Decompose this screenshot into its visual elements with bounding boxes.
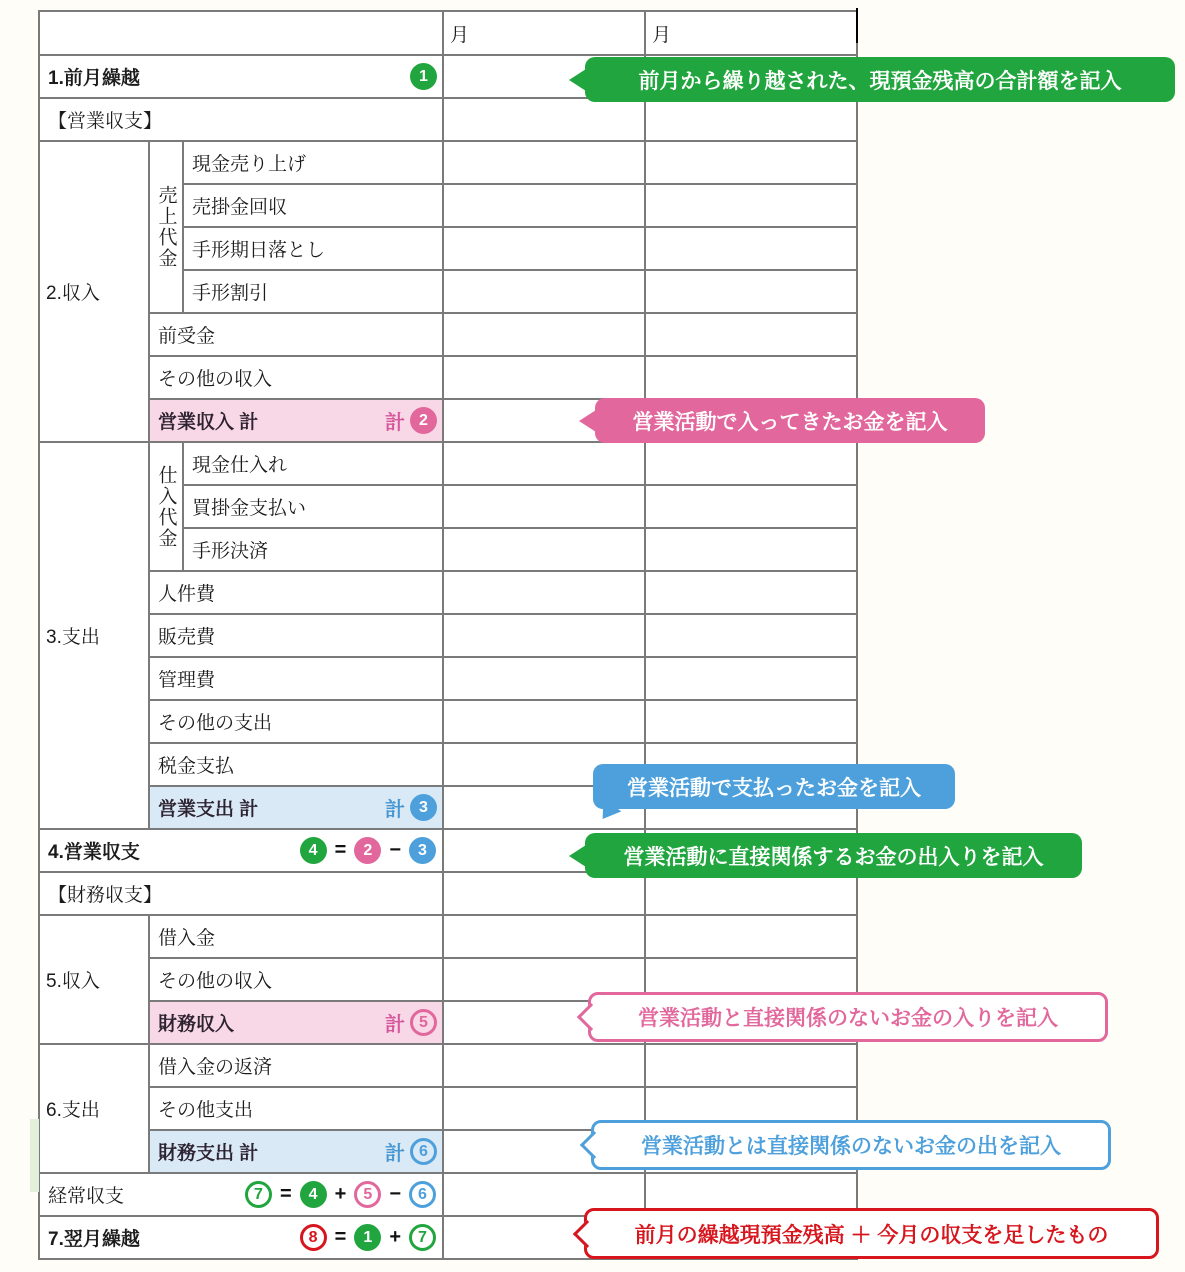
financial-income-total-badge-group xyxy=(385,1008,442,1037)
section2-label: 2.収入 xyxy=(40,142,148,441)
callout-financial-income-text: 営業活動と直接関係のないお金の入りを記入 xyxy=(638,1007,1058,1030)
section3-label: 3.支出 xyxy=(40,443,148,828)
minus-sign: − xyxy=(389,1183,401,1205)
badge-3-icon: 3 xyxy=(410,794,437,821)
row-admin-cost: 管理費 xyxy=(150,658,442,699)
badge-2-icon: 2 xyxy=(354,837,381,864)
row-operating-expense-total xyxy=(150,787,442,828)
empty-data-cell xyxy=(646,916,856,957)
operating-income-total-label: 営業収入 計 xyxy=(158,412,259,433)
row-notes-discount: 手形割引 xyxy=(184,271,442,312)
row-ordinary-balance xyxy=(40,1174,442,1215)
row-prev-month xyxy=(40,56,442,97)
empty-data-cell xyxy=(646,486,856,527)
callout-operating-income-text: 営業活動で入ってきたお金を記入 xyxy=(632,410,948,434)
callout-financial-income xyxy=(588,992,1108,1042)
row-advances-received: 前受金 xyxy=(150,314,442,355)
equals-sign: = xyxy=(279,1183,292,1205)
empty-data-cell xyxy=(646,701,856,742)
empty-data-cell xyxy=(444,99,644,140)
badge-1-icon: 1 xyxy=(354,1224,381,1251)
empty-data-cell xyxy=(444,228,644,269)
operating-balance-label: 4.営業収支 xyxy=(48,842,140,863)
empty-data-cell xyxy=(646,443,856,484)
callout-tail-left-icon xyxy=(579,410,596,432)
row-cash-sales: 現金売り上げ xyxy=(184,142,442,183)
empty-data-cell xyxy=(444,572,644,613)
callout-prev-month-text: 前月から繰り越された、現預金残高の合計額を記入 xyxy=(638,69,1122,93)
equals-sign: = xyxy=(334,1226,347,1248)
kei-label-blue: 計 xyxy=(385,1143,405,1165)
empty-data-cell xyxy=(646,1045,856,1086)
callout-operating-balance xyxy=(585,833,1082,878)
callout-operating-expense-text: 営業活動で支払ったお金を記入 xyxy=(627,776,921,800)
badge-7-icon: 7 xyxy=(245,1181,272,1208)
row-personnel-cost: 人件費 xyxy=(150,572,442,613)
empty-data-cell xyxy=(646,99,856,140)
empty-data-cell xyxy=(444,615,644,656)
minus-sign: − xyxy=(389,839,401,861)
row-next-month xyxy=(40,1217,442,1258)
empty-data-cell xyxy=(646,873,856,914)
row-other-expense: その他の支出 xyxy=(150,701,442,742)
row-tax-payment: 税金支払 xyxy=(150,744,442,785)
row-payables-payment: 買掛金支払い xyxy=(184,486,442,527)
row-loan-repayment: 借入金の返済 xyxy=(150,1045,442,1086)
empty-data-cell xyxy=(646,572,856,613)
empty-data-cell xyxy=(646,658,856,699)
callout-next-month-text: 前月の繰越現預金残高 ＋ 今月の収支を足したもの xyxy=(634,1223,1109,1247)
badge-4-icon: 4 xyxy=(300,837,327,864)
empty-data-cell xyxy=(646,615,856,656)
plus-sign: + xyxy=(334,1183,347,1205)
badge-8-icon: 8 xyxy=(300,1224,327,1251)
left-margin-artifact xyxy=(30,1119,39,1192)
row-fin-other-income: その他の収入 xyxy=(150,959,442,1000)
month-header-2: 月 xyxy=(646,12,856,54)
header-blank-cell xyxy=(40,12,442,54)
empty-data-cell xyxy=(646,185,856,226)
row-operating-income-total xyxy=(150,400,442,441)
section5-label: 5.収入 xyxy=(40,916,148,1043)
plus-sign: + xyxy=(389,1226,401,1248)
empty-data-cell xyxy=(646,357,856,398)
operating-balance-formula xyxy=(300,837,442,864)
callout-next-month xyxy=(584,1208,1159,1259)
section6-label: 6.支出 xyxy=(40,1045,148,1172)
empty-data-cell xyxy=(444,271,644,312)
row-cash-purchase: 現金仕入れ xyxy=(184,443,442,484)
kei-label-blue: 計 xyxy=(385,799,405,821)
badge-6-icon: 6 xyxy=(410,1138,437,1165)
operating-expense-total-label: 営業支出 計 xyxy=(158,799,259,820)
ordinary-balance-formula xyxy=(245,1181,442,1208)
empty-data-cell xyxy=(444,1045,644,1086)
empty-data-cell xyxy=(646,271,856,312)
empty-data-cell xyxy=(444,916,644,957)
callout-tail-left-icon xyxy=(569,845,586,867)
badge-7-icon: 7 xyxy=(409,1224,436,1251)
empty-data-cell xyxy=(444,658,644,699)
empty-data-cell xyxy=(646,228,856,269)
row-notes-settlement: 手形決済 xyxy=(184,529,442,570)
empty-data-cell xyxy=(444,873,644,914)
badge-1-icon: 1 xyxy=(410,63,437,90)
empty-data-cell xyxy=(646,314,856,355)
operating-income-total-badge-group xyxy=(385,406,442,435)
empty-data-cell xyxy=(444,486,644,527)
financial-expense-total-badge-group xyxy=(385,1137,442,1166)
callout-financial-expense xyxy=(591,1120,1111,1170)
operating-expense-total-badge-group xyxy=(385,793,442,822)
cash-flow-table xyxy=(38,10,858,1260)
sales-proceeds-group-label: 売上代金 xyxy=(150,142,182,312)
row-notes-due: 手形期日落とし xyxy=(184,228,442,269)
next-month-formula xyxy=(300,1224,442,1251)
badge-5-icon: 5 xyxy=(410,1009,437,1036)
badge-3-icon: 3 xyxy=(409,837,436,864)
empty-data-cell xyxy=(444,701,644,742)
badge-6-icon: 6 xyxy=(409,1181,436,1208)
next-month-label: 7.翌月繰越 xyxy=(48,1229,140,1250)
empty-data-cell xyxy=(444,357,644,398)
month-header-1: 月 xyxy=(444,12,644,54)
empty-data-cell xyxy=(444,314,644,355)
row-operating-balance xyxy=(40,830,442,871)
operating-section-header: 【営業収支】 xyxy=(40,99,442,140)
ordinary-balance-label: 経常収支 xyxy=(48,1186,125,1207)
empty-data-cell xyxy=(646,529,856,570)
callout-operating-expense xyxy=(593,764,955,809)
prev-month-label: 1.前月繰越 xyxy=(48,68,140,89)
empty-data-cell xyxy=(444,529,644,570)
empty-data-cell xyxy=(444,185,644,226)
empty-data-cell xyxy=(444,443,644,484)
badge-4-icon: 4 xyxy=(300,1181,327,1208)
kei-label-pink: 計 xyxy=(385,412,405,434)
callout-prev-month xyxy=(585,57,1175,102)
column-edge-mark xyxy=(856,8,858,43)
financial-income-total-label: 財務収入 xyxy=(158,1014,235,1035)
financial-expense-total-label: 財務支出 計 xyxy=(158,1143,259,1164)
badge-2-icon: 2 xyxy=(410,407,437,434)
row-receivables-collection: 売掛金回収 xyxy=(184,185,442,226)
badge-5-icon: 5 xyxy=(354,1181,381,1208)
row-financial-income-total xyxy=(150,1002,442,1043)
empty-data-cell xyxy=(444,142,644,183)
callout-financial-expense-text: 営業活動とは直接関係のないお金の出を記入 xyxy=(641,1135,1061,1158)
row-fin-other-expense: その他支出 xyxy=(150,1088,442,1129)
prev-month-badge-group xyxy=(410,63,442,90)
callout-operating-income xyxy=(595,398,985,443)
callout-operating-balance-text: 営業活動に直接関係するお金の出入りを記入 xyxy=(623,845,1044,869)
row-borrowings: 借入金 xyxy=(150,916,442,957)
empty-data-cell xyxy=(646,142,856,183)
financial-section-header: 【財務収支】 xyxy=(40,873,442,914)
purchase-proceeds-group-label: 仕入代金 xyxy=(150,443,182,570)
kei-label-pink: 計 xyxy=(385,1014,405,1036)
equals-sign: = xyxy=(334,839,347,861)
row-other-income: その他の収入 xyxy=(150,357,442,398)
row-financial-expense-total xyxy=(150,1131,442,1172)
row-selling-cost: 販売費 xyxy=(150,615,442,656)
callout-tail-left-icon xyxy=(569,69,586,91)
